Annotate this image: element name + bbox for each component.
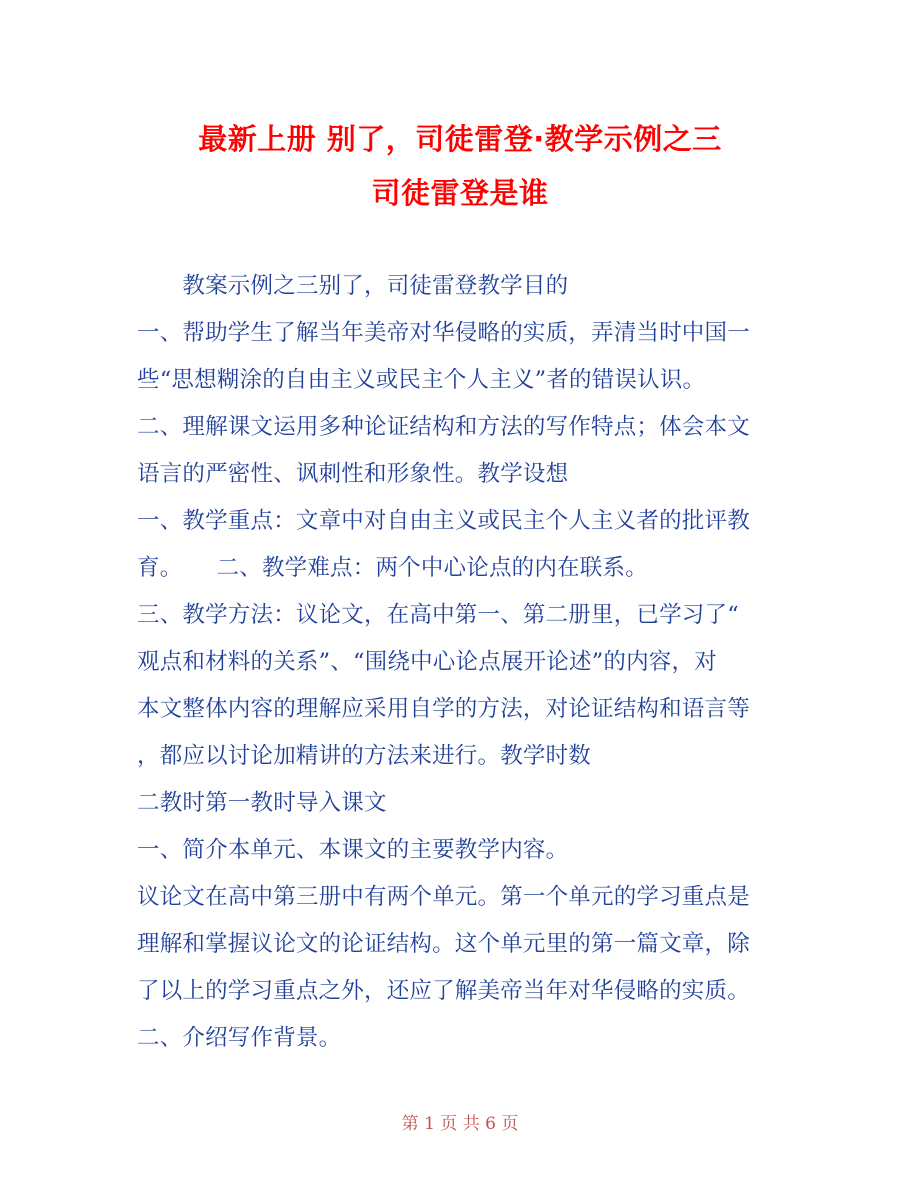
document-title: 最新上册 别了，司徒雷登·教学示例之三 [198, 122, 722, 156]
body-line: 本文整体内容的理解应采用自学的方法，对论证结构和语言等 [137, 696, 750, 722]
body-line: 一、帮助学生了解当年美帝对华侵略的实质，弄清当时中国一 [137, 320, 750, 346]
page-number-footer: 第 1 页 共 6 页 [401, 1114, 519, 1134]
body-line: 二教时第一教时导入课文 [137, 790, 387, 816]
body-line: 了以上的学习重点之外，还应了解美帝当年对华侵略的实质。 [137, 978, 750, 1004]
body-line: 观点和材料的关系”、“围绕中心论点展开论述”的内容，对 [137, 649, 717, 675]
body-line: 三、教学方法：议论文，在高中第一、第二册里，已学习了“ [137, 602, 739, 628]
body-line: 一、教学重点：文章中对自由主义或民主个人主义者的批评教 [137, 508, 750, 534]
body-line: 些“思想糊涂的自由主义或民主个人主义”者的错误认识。 [137, 367, 706, 393]
body-line: 二、理解课文运用多种论证结构和方法的写作特点；体会本文 [137, 414, 750, 440]
body-line: 理解和掌握议论文的论证结构。这个单元里的第一篇文章，除 [137, 931, 750, 957]
body-line: 育。 二、教学难点：两个中心论点的内在联系。 [137, 555, 648, 581]
body-line: 语言的严密性、讽刺性和形象性。教学设想 [137, 461, 569, 487]
body-line: ，都应以讨论加精讲的方法来进行。教学时数 [137, 743, 592, 769]
body-line: 二、介绍写作背景。 [137, 1025, 342, 1051]
body-line: 一、简介本单元、本课文的主要教学内容。 [137, 837, 569, 863]
body-line: 议论文在高中第三册中有两个单元。第一个单元的学习重点是 [137, 884, 750, 910]
body-line: 教案示例之三别了，司徒雷登教学目的 [137, 273, 569, 299]
document-subtitle: 司徒雷登是谁 [371, 176, 549, 210]
